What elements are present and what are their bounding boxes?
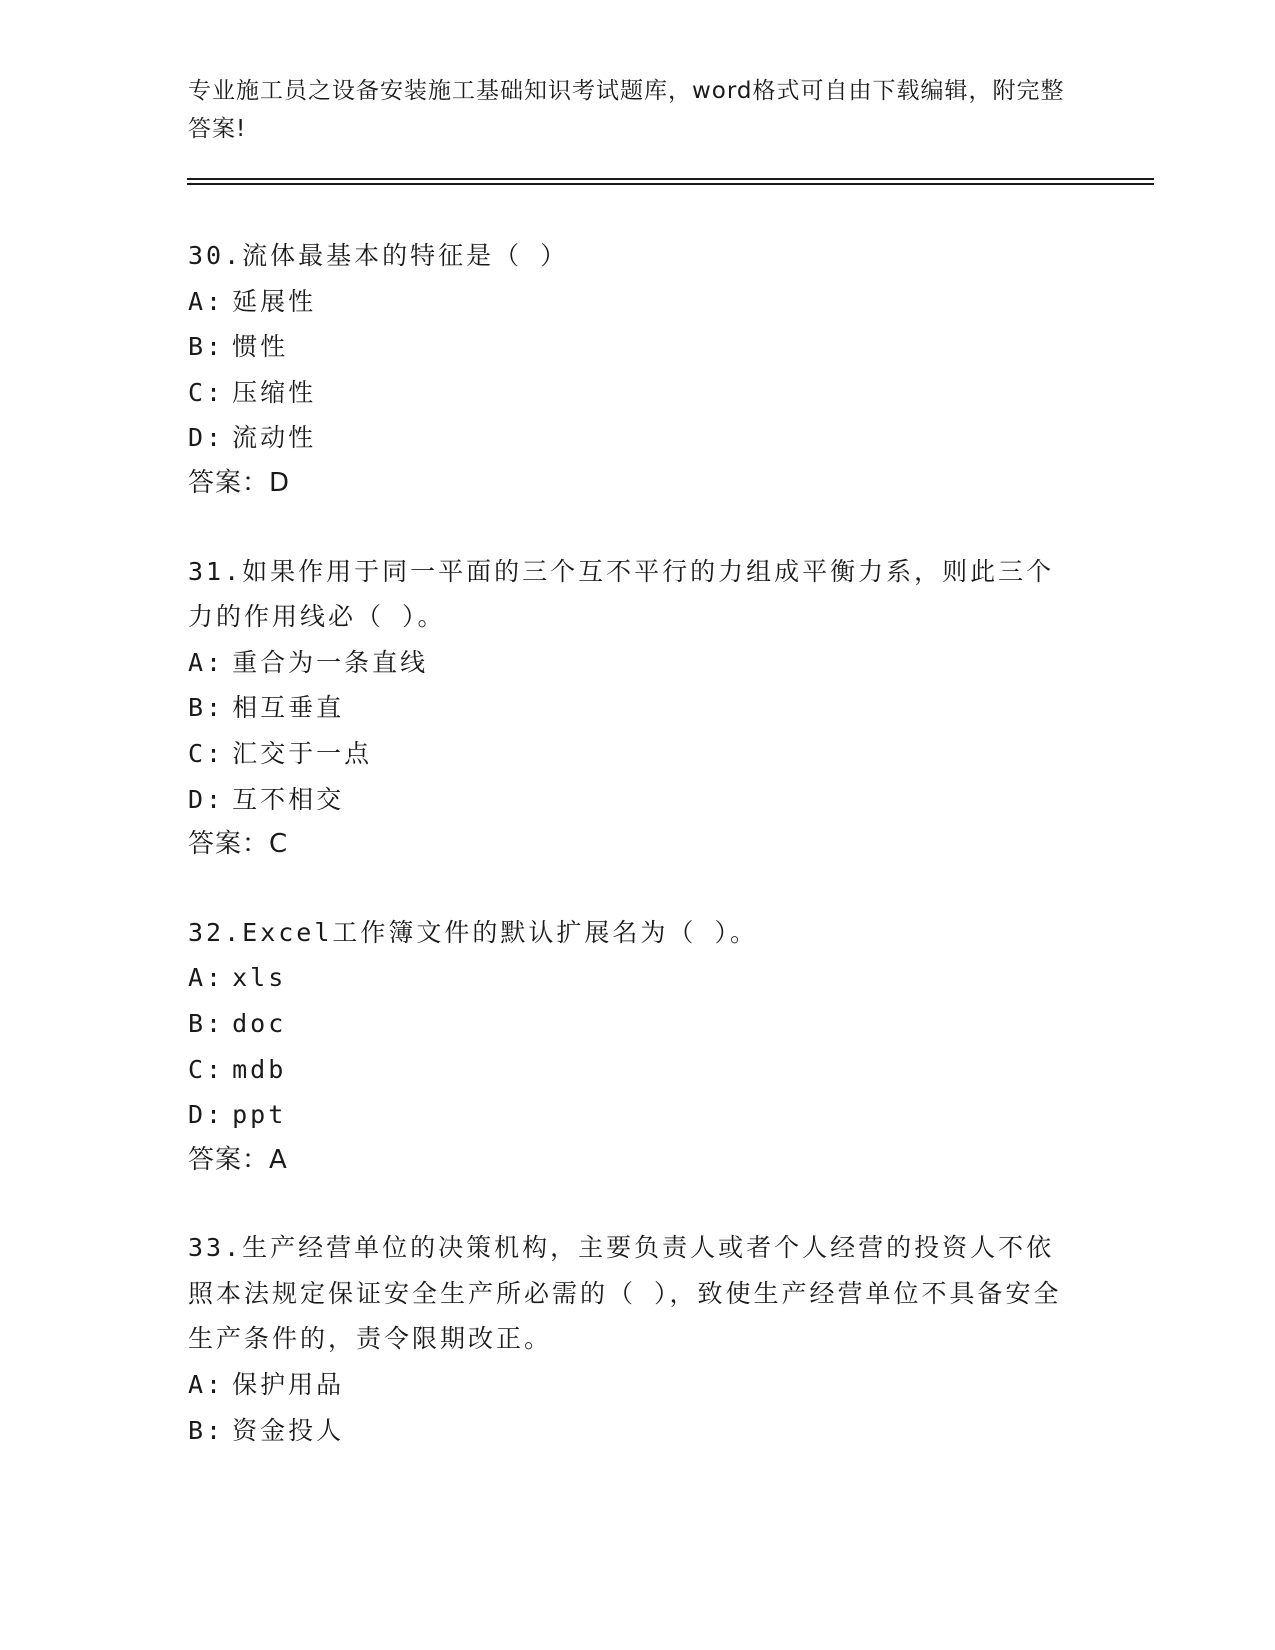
option-d xyxy=(188,1092,1078,1138)
option-text: ppt xyxy=(232,1100,287,1130)
option-key: D: xyxy=(188,1100,225,1130)
option-key: A: xyxy=(188,286,225,316)
option-key: A: xyxy=(188,647,225,677)
option-text: 汇交于一点 xyxy=(232,738,373,768)
option-key: B: xyxy=(188,693,225,723)
option-text: 资金投人 xyxy=(232,1415,345,1445)
option-key: D: xyxy=(188,423,225,453)
option-key: D: xyxy=(188,784,225,814)
option-key: B: xyxy=(188,1008,225,1038)
option-key: A: xyxy=(188,963,225,993)
option-text: 重合为一条直线 xyxy=(232,647,429,677)
option-text: 延展性 xyxy=(232,286,317,316)
option-text: doc xyxy=(232,1008,287,1038)
question-stem: 32.Excel工作簿文件的默认扩展名为（ ）。 xyxy=(188,917,758,947)
option-a xyxy=(188,640,1078,686)
option-text: xls xyxy=(232,963,287,993)
question-31 xyxy=(188,549,1078,868)
option-text: 压缩性 xyxy=(232,377,317,407)
option-text: 相互垂直 xyxy=(232,693,345,723)
option-a xyxy=(188,279,1078,325)
question-list xyxy=(188,233,1078,1495)
option-key: A: xyxy=(188,1370,225,1400)
header-rule-top xyxy=(187,178,1154,180)
question-30 xyxy=(188,233,1078,507)
option-a xyxy=(188,1362,1078,1408)
option-c xyxy=(188,1047,1078,1093)
question-stem: 33.生产经营单位的决策机构，主要负责人或者个人经营的投资人不依照本法规定保证安全生产所必需的（ ），致使生产经营单位不具备安全生产条件的，责令限期改正。 xyxy=(188,1233,1062,1354)
option-key: C: xyxy=(188,377,225,407)
question-stem: 31.如果作用于同一平面的三个互不平行的力组成平衡力系，则此三个力的作用线必（ ）。 xyxy=(188,556,1055,632)
option-a xyxy=(188,955,1078,1001)
answer-label: 答案：C xyxy=(188,829,289,860)
option-text: mdb xyxy=(232,1054,287,1084)
header-rule-bottom xyxy=(187,183,1154,185)
option-key: B: xyxy=(188,1415,225,1445)
option-text: 惯性 xyxy=(232,332,289,362)
option-d xyxy=(188,415,1078,461)
option-text: 流动性 xyxy=(232,423,317,453)
answer-label: 答案：A xyxy=(188,1144,288,1175)
option-b xyxy=(188,685,1078,731)
question-33 xyxy=(188,1225,1078,1453)
option-b xyxy=(188,324,1078,370)
option-text: 互不相交 xyxy=(232,784,345,814)
option-c xyxy=(188,370,1078,416)
option-key: B: xyxy=(188,332,225,362)
page-header-text: 专业施工员之设备安装施工基础知识考试题库，word格式可自由下载编辑，附完整答案! xyxy=(188,78,1065,142)
option-b xyxy=(188,1408,1078,1454)
option-key: C: xyxy=(188,738,225,768)
option-b xyxy=(188,1001,1078,1047)
answer-label: 答案：D xyxy=(188,467,291,498)
option-text: 保护用品 xyxy=(232,1370,345,1400)
option-c xyxy=(188,731,1078,777)
question-stem: 30.流体最基本的特征是（ ） xyxy=(188,241,569,270)
question-32 xyxy=(188,910,1078,1184)
option-d xyxy=(188,777,1078,823)
option-key: C: xyxy=(188,1054,225,1084)
